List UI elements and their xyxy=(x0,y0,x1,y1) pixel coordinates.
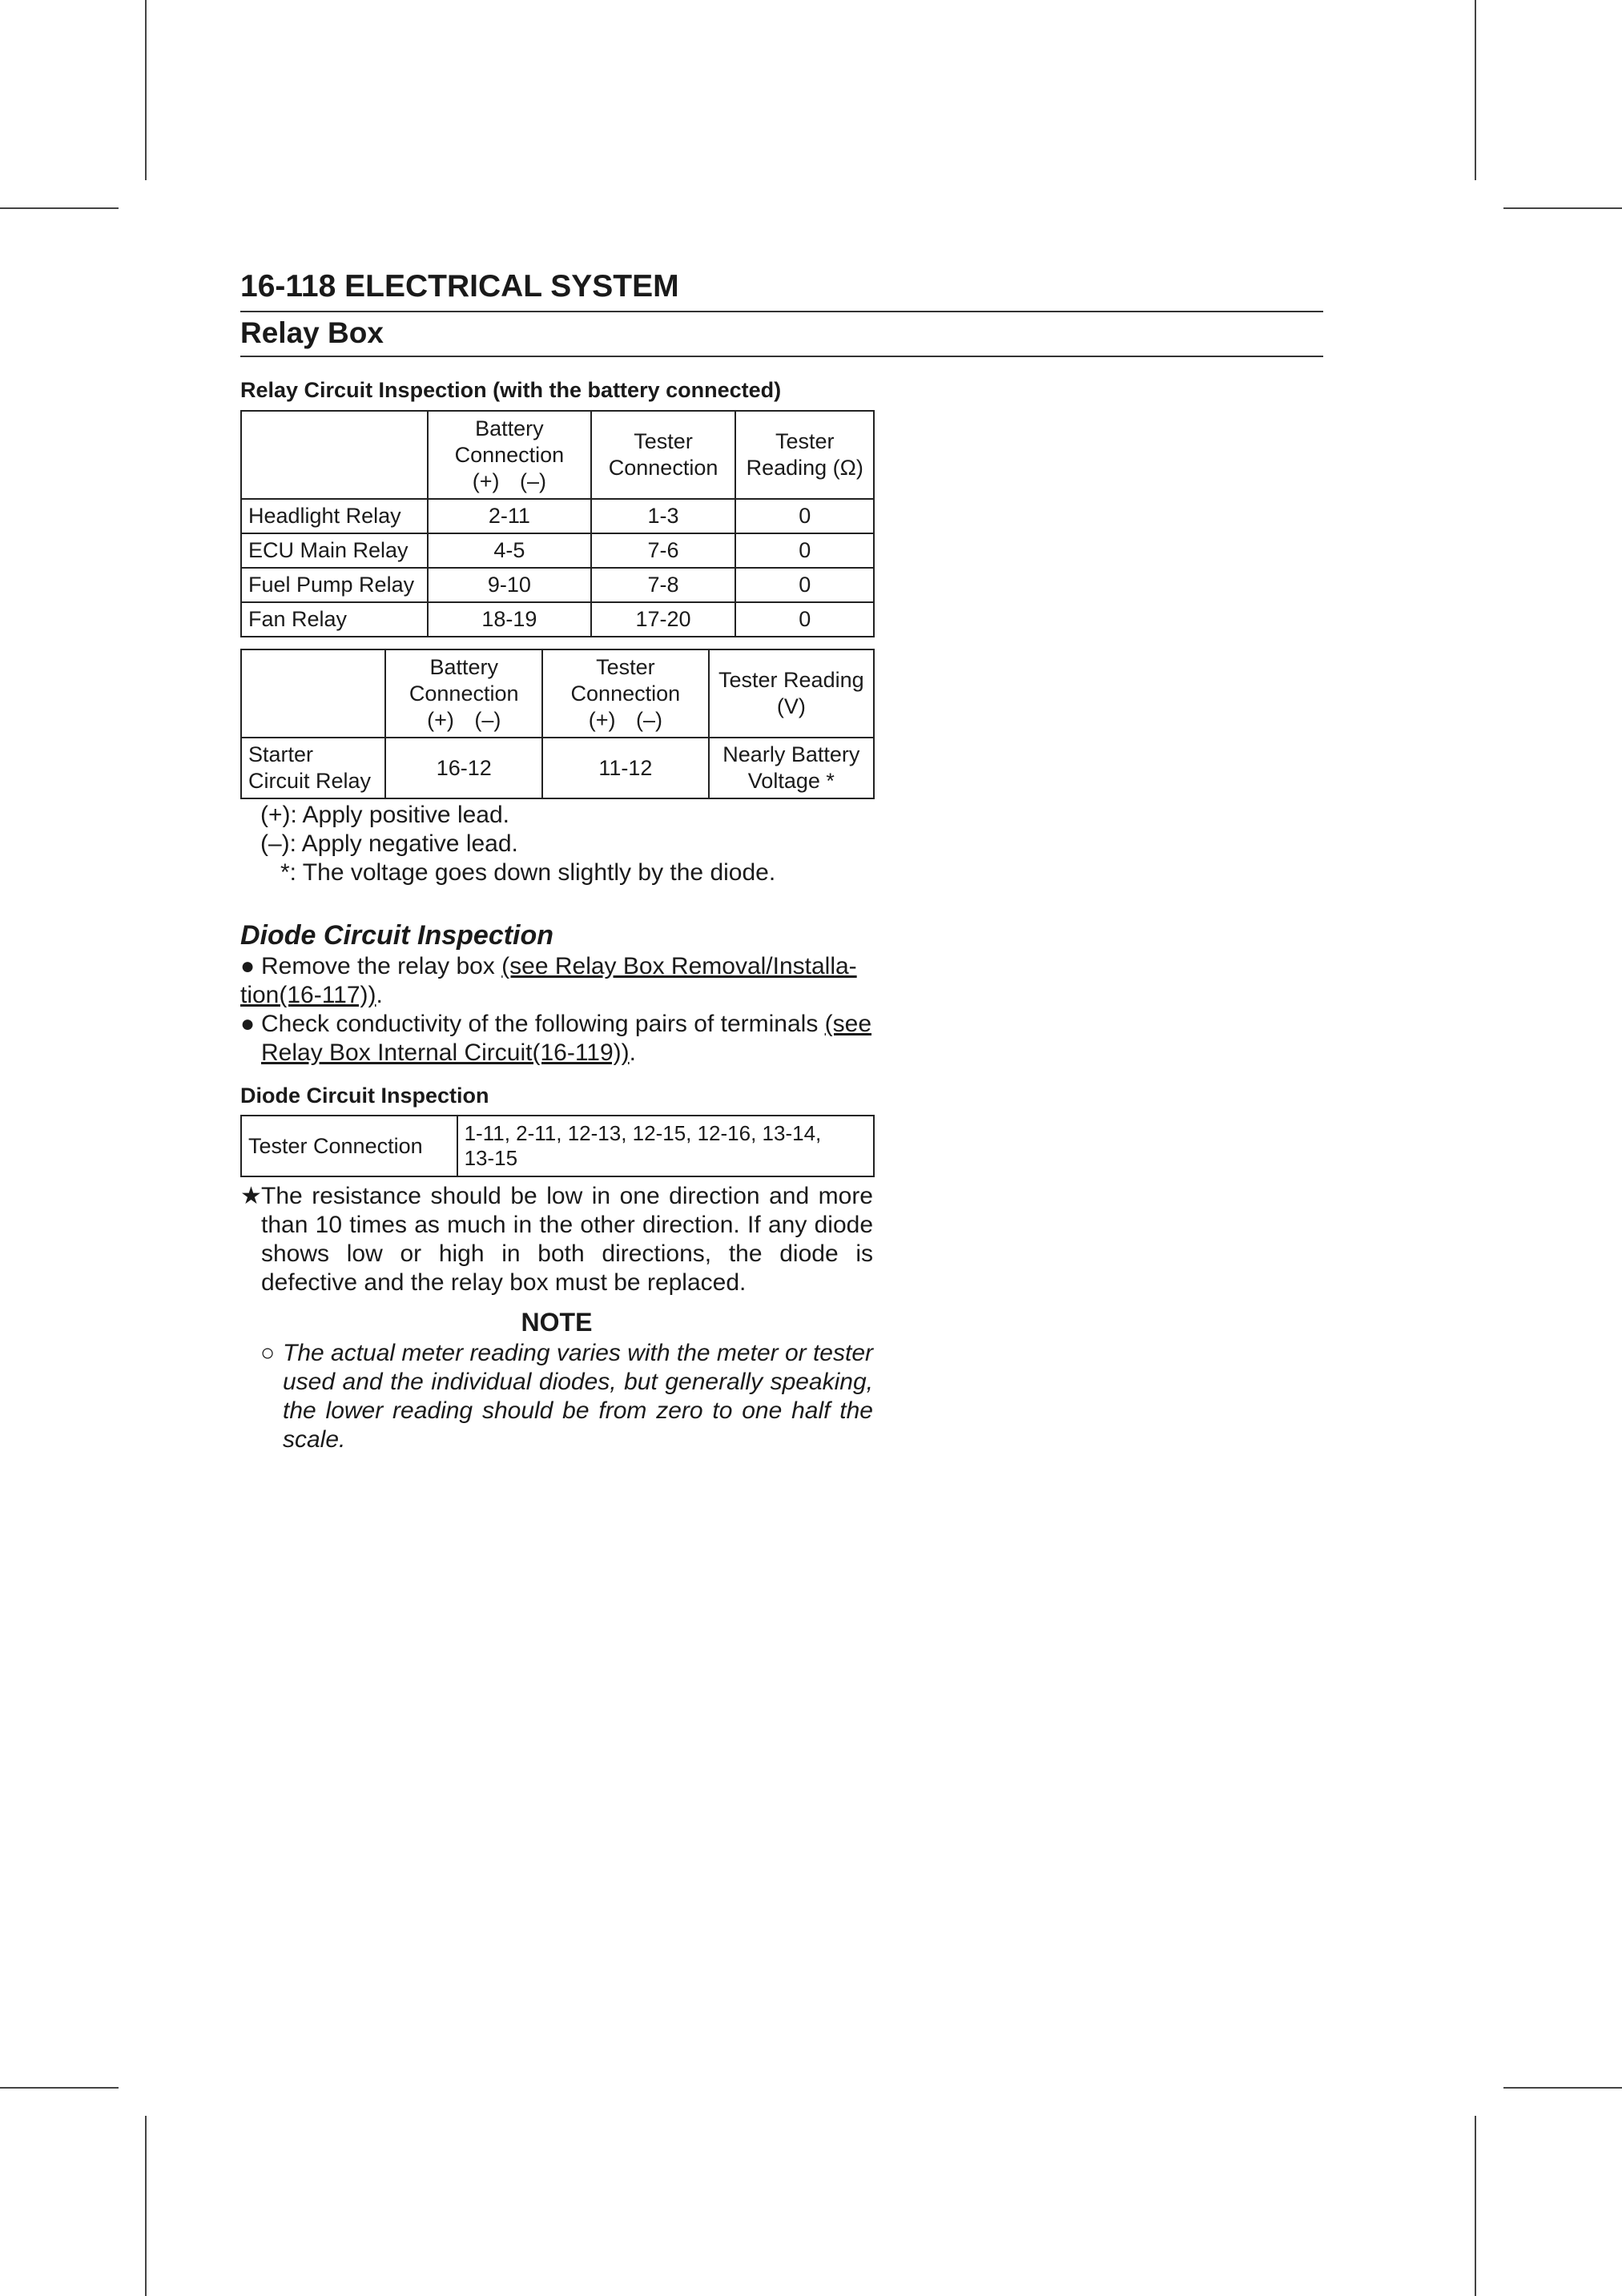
crop-mark xyxy=(1475,2116,1476,2296)
header-text: Reading (Ω) xyxy=(746,456,863,480)
crop-mark xyxy=(1503,2087,1622,2089)
battery-connection-header xyxy=(385,649,542,738)
note-title: NOTE xyxy=(521,1308,593,1337)
note-body xyxy=(260,1339,873,1454)
diode-inspection-table xyxy=(240,1115,875,1177)
empty-header-cell xyxy=(241,411,428,499)
bullet-text: . xyxy=(376,982,383,1008)
table-header-row xyxy=(241,649,874,738)
tester-cell: 11-12 xyxy=(542,738,709,798)
note-line: *: The voltage goes down slightly by the diode. xyxy=(280,859,776,886)
lead-notes xyxy=(260,801,775,887)
star-text: The resistance should be low in one direction and more than 10 times as much in the other direction. If any diode shows low or high in both directions, the diode is defective and the relay box must be replaced. xyxy=(261,1183,873,1296)
reading-cell: 0 xyxy=(735,499,874,533)
tester-cell: 7-8 xyxy=(591,568,736,602)
bullet-text: Remove the relay box xyxy=(261,953,502,979)
cell-text: 1-11, 2-11, 12-13, 12-15, 12-16, 13-14, xyxy=(464,1121,822,1145)
reading-cell: 0 xyxy=(735,602,874,637)
tester-cell: 1-3 xyxy=(591,499,736,533)
relay-box-internal-circuit-link[interactable]: (see xyxy=(824,1011,872,1037)
note-line: (+): Apply positive lead. xyxy=(260,802,510,828)
note-text: The actual meter reading varies with the meter or tester used and the individual diodes, but generally speaking, the lower reading should be from zero to one half the scale. xyxy=(283,1340,873,1453)
header-text: (+) (–) xyxy=(588,707,662,732)
crop-mark xyxy=(145,2116,147,2296)
reading-cell: 0 xyxy=(735,568,874,602)
diode-inspection-heading: Diode Circuit Inspection xyxy=(240,920,554,951)
diode-inspection-caption: Diode Circuit Inspection xyxy=(240,1084,489,1108)
bullet-text: . xyxy=(629,1039,636,1066)
battery-cell: 4-5 xyxy=(428,533,591,568)
tester-reading-header xyxy=(735,411,874,499)
table-row xyxy=(241,738,874,798)
crop-mark xyxy=(0,2087,119,2089)
header-text: Tester xyxy=(634,429,693,453)
reading-cell: 0 xyxy=(735,533,874,568)
table-row xyxy=(241,1116,874,1176)
tester-connection-label: Tester Connection xyxy=(241,1116,457,1176)
tester-cell: 17-20 xyxy=(591,602,736,637)
crop-mark xyxy=(145,0,147,180)
table-header-row xyxy=(241,411,874,499)
relay-box-removal-link-cont[interactable]: tion(16-117)) xyxy=(240,982,376,1008)
cell-text: Starter xyxy=(248,742,314,766)
cell-text: Circuit Relay xyxy=(248,769,372,793)
section-title: Relay Box xyxy=(240,311,1323,357)
tester-cell: 7-6 xyxy=(591,533,736,568)
header-text: Tester Reading xyxy=(718,668,864,692)
table-row xyxy=(241,533,874,568)
battery-cell: 18-19 xyxy=(428,602,591,637)
header-text: Connection xyxy=(454,442,565,467)
table-row xyxy=(241,602,874,637)
star-paragraph xyxy=(240,1182,873,1297)
header-text: Connection xyxy=(409,681,519,706)
reading-cell xyxy=(709,738,874,798)
relay-name-cell: Fuel Pump Relay xyxy=(241,568,428,602)
header-text: Battery xyxy=(475,416,544,440)
tester-connection-header xyxy=(542,649,709,738)
relay-box-removal-link[interactable]: (see Relay Box Removal/Installa- xyxy=(501,953,857,979)
header-text: (+) (–) xyxy=(472,468,547,493)
header-text: Battery xyxy=(429,654,498,679)
header-text: Tester xyxy=(596,654,655,679)
battery-cell: 2-11 xyxy=(428,499,591,533)
header-text: (V) xyxy=(776,694,806,718)
header-text: Connection xyxy=(608,456,718,480)
relay-inspection-table xyxy=(240,410,875,637)
cell-text: Nearly Battery xyxy=(722,742,860,766)
bullet-icon: ● xyxy=(240,1011,256,1037)
bullet-text: Check conductivity of the following pairs of terminals xyxy=(261,1011,825,1037)
crop-mark xyxy=(1475,0,1476,180)
cell-text: 13-15 xyxy=(464,1146,518,1170)
cell-text: Voltage * xyxy=(747,769,835,793)
crop-mark xyxy=(1503,207,1622,209)
bullet-icon: ● xyxy=(240,953,256,979)
tester-connection-value xyxy=(457,1116,874,1176)
relay-box-internal-circuit-link-cont[interactable]: Relay Box Internal Circuit(16-119)) xyxy=(261,1039,630,1066)
tester-reading-header xyxy=(709,649,874,738)
circle-icon: ○ xyxy=(260,1340,276,1366)
relay-name-cell xyxy=(241,738,385,798)
battery-cell: 16-12 xyxy=(385,738,542,798)
tester-connection-header xyxy=(591,411,736,499)
relay-name-cell: Headlight Relay xyxy=(241,499,428,533)
battery-connection-header xyxy=(428,411,591,499)
relay-name-cell: ECU Main Relay xyxy=(241,533,428,568)
table-row xyxy=(241,568,874,602)
battery-cell: 9-10 xyxy=(428,568,591,602)
page-title: 16-118 ELECTRICAL SYSTEM xyxy=(240,263,1323,312)
note-line: (–): Apply negative lead. xyxy=(260,830,518,857)
relay-inspection-caption: Relay Circuit Inspection (with the battery connected) xyxy=(240,378,782,402)
star-icon: ★ xyxy=(240,1183,262,1209)
empty-header-cell xyxy=(241,649,385,738)
header-text: Tester xyxy=(775,429,835,453)
starter-relay-table xyxy=(240,649,875,799)
crop-mark xyxy=(0,207,119,209)
relay-name-cell: Fan Relay xyxy=(241,602,428,637)
header-text: Connection xyxy=(570,681,681,706)
bullet-remove-relay-box xyxy=(240,952,873,1010)
bullet-check-conductivity xyxy=(240,1010,873,1068)
header-text: (+) (–) xyxy=(427,707,501,732)
table-row xyxy=(241,499,874,533)
